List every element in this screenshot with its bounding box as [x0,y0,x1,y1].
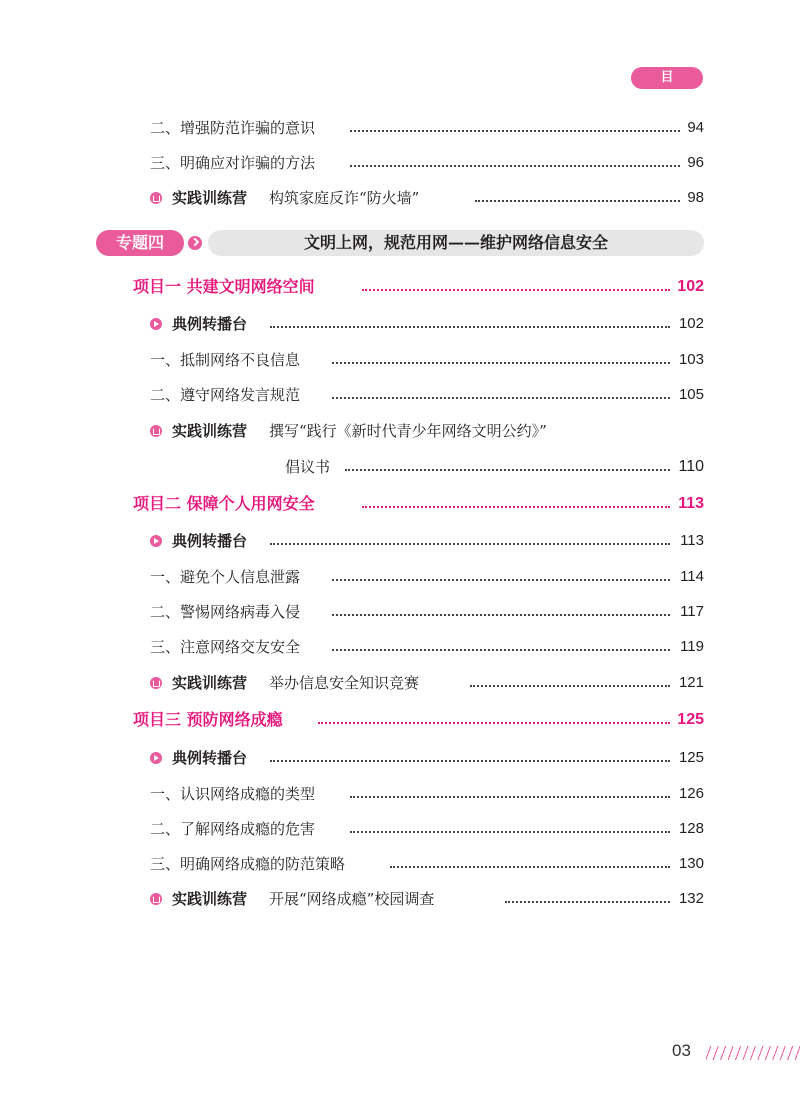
toc-entry-page: 103 [678,351,704,368]
dot-leader [332,579,670,581]
toc-entry-page: 121 [678,674,704,691]
toc-entry-title: 一、避免个人信息泄露 [150,568,301,586]
toc-entry-case[interactable] [0,311,800,337]
dot-leader [270,760,670,762]
toc-entry[interactable] [0,851,800,877]
dot-leader [332,649,670,651]
toc-entry-page: 102 [678,315,704,332]
toc-entry-page: 119 [680,638,704,655]
dot-leader [390,866,670,868]
toc-entry-title: 举办信息安全知识竞赛 [269,674,420,692]
toc-entry-title: 二、遵守网络发言规范 [150,386,301,404]
toc-entry-page: 98 [687,189,704,206]
toc-entry-page: 117 [680,603,704,620]
toc-entry-title: 三、明确应对诈骗的方法 [150,154,316,172]
dot-leader [270,543,670,545]
case-label: 典例转播台 [172,749,248,767]
toc-entry-page: 110 [678,458,704,475]
play-icon [150,752,162,764]
toc-entry-page: 96 [687,154,704,171]
dot-leader [332,397,670,399]
practice-label: 实践训练营 [172,674,248,692]
toc-project[interactable] [0,491,800,517]
toc-entry[interactable] [0,781,800,807]
toc-entry-title: 一、抵制网络不良信息 [150,351,301,369]
dot-leader [350,796,670,798]
toc-entry-title: 二、了解网络成瘾的危害 [150,820,316,838]
toc-entry-title: 开展“网络成瘾”校园调查 [269,890,435,908]
toc-header-badge: 目 录 [631,67,703,89]
toc-entry-title: 构筑家庭反诈“防火墙” [269,189,420,207]
dot-leader [362,289,670,291]
case-label: 典例转播台 [172,315,248,333]
dot-leader [332,614,670,616]
toc-entry[interactable] [0,634,800,660]
toc-entry-page: 128 [678,820,704,837]
toc-entry-title: 撰写“践行《新时代青少年网络文明公约》” [269,422,547,440]
project-page: 113 [678,495,704,512]
toc-entry-page: 114 [680,568,704,585]
dot-leader [470,685,670,687]
dot-leader [345,469,670,471]
case-label: 典例转播台 [172,532,248,550]
toc-entry-case[interactable] [0,745,800,771]
topic-header[interactable] [96,230,704,256]
toc-entry-page: 94 [687,119,704,136]
toc-entry[interactable] [0,347,800,373]
toc-entry[interactable] [0,115,800,141]
practice-icon [150,192,162,204]
toc-entry-page: 105 [678,386,704,403]
toc-entry[interactable] [0,150,800,176]
dot-leader [350,831,670,833]
toc-entry-practice[interactable] [0,185,800,211]
toc-entry-practice[interactable] [0,418,800,444]
toc-entry-title: 三、明确网络成瘾的防范策略 [150,855,346,873]
toc-entry-title: 三、注意网络交友安全 [150,638,301,656]
practice-icon [150,893,162,905]
toc-entry-title: 一、认识网络成瘾的类型 [150,785,316,803]
toc-entry[interactable] [0,599,800,625]
toc-entry-page: 126 [678,785,704,802]
project-title: 项目二 保障个人用网安全 [133,494,315,513]
decorative-hatch [706,1046,800,1060]
dot-leader [362,506,670,508]
toc-entry-page: 125 [678,749,704,766]
project-title: 项目一 共建文明网络空间 [133,277,315,296]
play-icon [150,535,162,547]
dot-leader [318,722,670,724]
toc-entry-title: 二、警惕网络病毒入侵 [150,603,301,621]
toc-entry-page: 113 [680,532,704,549]
toc-entry-title: 二、增强防范诈骗的意识 [150,119,316,137]
project-page: 102 [677,278,704,295]
toc-entry-page: 132 [678,890,704,907]
toc-entry-page: 130 [678,855,704,872]
toc-entry[interactable] [0,816,800,842]
toc-project[interactable] [0,707,800,733]
chevron-right-icon [188,236,202,250]
project-title: 项目三 预防网络成瘾 [133,710,283,729]
toc-entry-title-cont: 倡议书 [285,458,331,476]
topic-tag: 专题四 [96,230,184,256]
toc-entry[interactable] [0,564,800,590]
dot-leader [332,362,670,364]
practice-icon [150,677,162,689]
dot-leader [505,901,670,903]
toc-project[interactable] [0,274,800,300]
practice-label: 实践训练营 [172,422,248,440]
practice-label: 实践训练营 [172,890,248,908]
dot-leader [475,200,680,202]
dot-leader [270,326,670,328]
dot-leader [350,165,680,167]
toc-entry-practice[interactable] [0,670,800,696]
play-icon [150,318,162,330]
practice-icon [150,425,162,437]
practice-label: 实践训练营 [172,189,248,207]
project-page: 125 [677,711,704,728]
toc-entry-continued[interactable] [0,454,800,480]
page-number: 03 [672,1041,691,1060]
toc-entry[interactable] [0,382,800,408]
topic-title: 文明上网，规范用网——维护网络信息安全 [208,230,704,256]
dot-leader [350,130,680,132]
toc-entry-case[interactable] [0,528,800,554]
toc-entry-practice[interactable] [0,886,800,912]
